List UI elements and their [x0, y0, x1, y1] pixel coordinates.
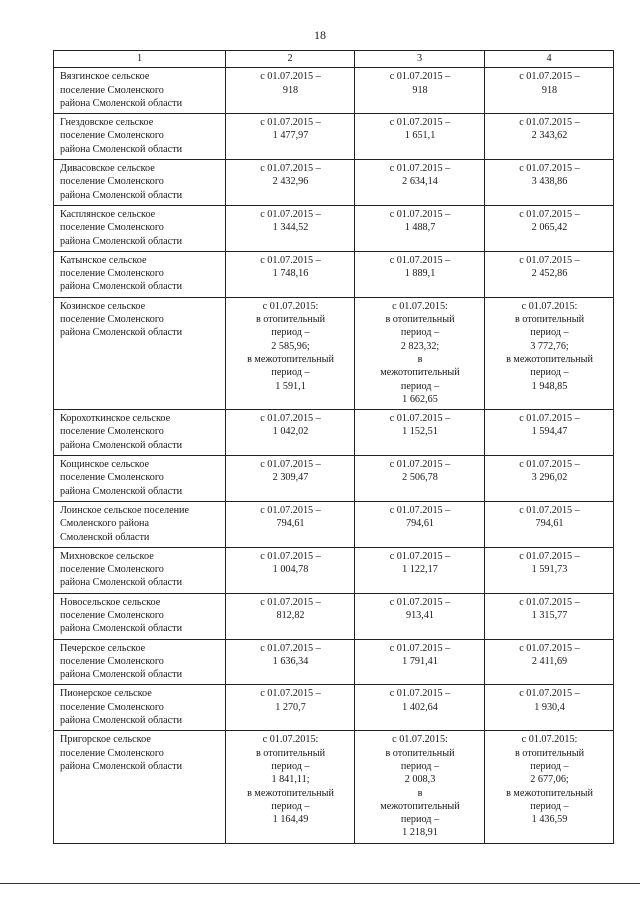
tariff-cell-col2	[226, 410, 355, 456]
cell-line: 2 452,86	[531, 268, 568, 280]
tariff-cell-col4	[485, 731, 614, 843]
cell-line: района Смоленской области	[60, 97, 183, 109]
tariff-cell-col4	[485, 547, 614, 593]
column-header: 3	[355, 51, 485, 68]
table-row	[54, 731, 614, 843]
table-row	[54, 410, 614, 456]
cell-line: с 01.07.2015 –	[389, 163, 451, 175]
cell-line: 918	[412, 84, 428, 96]
cell-line: в	[417, 353, 423, 365]
tariff-cell-col2	[226, 639, 355, 685]
tariff-cell-col3	[355, 639, 485, 685]
tariff-cell-col4	[485, 685, 614, 731]
cell-line: поселение Смоленского	[60, 222, 164, 234]
tariff-cell-col4	[485, 593, 614, 639]
cell-line: 1 004,78	[272, 564, 309, 576]
cell-line: 2 309,47	[272, 472, 309, 484]
settlement-name-cell	[54, 456, 226, 502]
tariff-cell-col2	[226, 68, 355, 114]
cell-line: с 01.07.2015 –	[519, 254, 580, 266]
tariff-cell-col2	[226, 731, 355, 843]
cell-line: 1 791,41	[402, 655, 438, 667]
cell-line: с 01.07.2015 –	[519, 596, 580, 608]
tariff-cell-col3	[355, 297, 485, 409]
cell-line: 1 315,77	[531, 609, 568, 621]
cell-line: района Смоленской области	[60, 669, 183, 681]
cell-line: Корохоткинское сельское	[60, 413, 171, 425]
cell-line: района Смоленской области	[60, 281, 183, 293]
cell-line: в межотопительный	[506, 353, 593, 365]
cell-line: с 01.07.2015 –	[519, 459, 580, 471]
settlement-name-cell	[54, 731, 226, 843]
column-header: 1	[54, 51, 226, 68]
cell-line: с 01.07.2015 –	[260, 254, 321, 266]
cell-line: Смоленского района	[60, 518, 150, 530]
cell-line: Смоленской области	[60, 531, 150, 543]
cell-line: с 01.07.2015 –	[519, 71, 580, 83]
cell-line: 3 772,76;	[530, 340, 569, 352]
cell-line: в межотопительный	[506, 787, 593, 799]
cell-line: период –	[271, 800, 310, 812]
settlement-name-cell	[54, 297, 226, 409]
cell-line: с 01.07.2015 –	[260, 688, 321, 700]
table-row	[54, 593, 614, 639]
cell-line: 1 594,47	[531, 426, 568, 438]
cell-line: с 01.07.2015 –	[389, 642, 451, 654]
cell-line: 1 122,17	[402, 564, 438, 576]
cell-line: в отопительный	[255, 747, 326, 759]
cell-line: в отопительный	[514, 747, 585, 759]
cell-line: 1 651,1	[404, 130, 436, 142]
cell-line: 2 823,32;	[400, 340, 440, 352]
cell-line: 1 477,97	[272, 130, 309, 142]
tariff-cell-col2	[226, 456, 355, 502]
tariff-cell-col4	[485, 639, 614, 685]
tariff-cell-col3	[355, 547, 485, 593]
table-row	[54, 639, 614, 685]
cell-line: с 01.07.2015 –	[389, 688, 451, 700]
tariff-cell-col2	[226, 547, 355, 593]
cell-line: с 01.07.2015 –	[260, 642, 321, 654]
cell-line: поселение Смоленского	[60, 472, 164, 484]
cell-line: в отопительный	[255, 314, 326, 326]
cell-line: с 01.07.2015 –	[389, 71, 451, 83]
cell-line: с 01.07.2015 –	[260, 459, 321, 471]
tariff-cell-col3	[355, 205, 485, 251]
cell-line: в отопительный	[385, 747, 455, 759]
tariff-cell-col4	[485, 456, 614, 502]
cell-line: 1 344,52	[272, 222, 309, 234]
tariff-cell-col4	[485, 68, 614, 114]
tariff-cell-col3	[355, 160, 485, 206]
table-row	[54, 547, 614, 593]
settlement-name-cell	[54, 205, 226, 251]
cell-line: с 01.07.2015 –	[519, 413, 580, 425]
tariff-cell-col3	[355, 685, 485, 731]
column-header: 2	[226, 51, 355, 68]
cell-line: 1 662,65	[402, 393, 438, 405]
settlement-name-cell	[54, 547, 226, 593]
tariff-cell-col3	[355, 114, 485, 160]
cell-line: с 01.07.2015 –	[519, 688, 580, 700]
settlement-name-cell	[54, 410, 226, 456]
cell-line: района Смоленской области	[60, 235, 183, 247]
cell-line: Новосельское сельское	[60, 596, 161, 608]
cell-line: 1 948,85	[531, 380, 568, 392]
cell-line: района Смоленской области	[60, 715, 183, 727]
tariff-cell-col2	[226, 205, 355, 251]
cell-line: период –	[530, 760, 569, 772]
cell-line: Вязгинское сельское	[60, 71, 150, 83]
tariff-cell-col2	[226, 501, 355, 547]
header-row	[54, 51, 614, 68]
cell-line: с 01.07.2015 –	[260, 413, 321, 425]
cell-line: 1 591,1	[275, 380, 306, 392]
cell-line: района Смоленской области	[60, 189, 183, 201]
cell-line: 1 402,64	[402, 701, 438, 713]
settlement-name-cell	[54, 160, 226, 206]
cell-line: с 01.07.2015 –	[519, 117, 580, 129]
tariff-cell-col3	[355, 731, 485, 843]
cell-line: в межотопительный	[247, 787, 334, 799]
cell-line: межотопительный	[380, 367, 460, 379]
table-row	[54, 297, 614, 409]
cell-line: района Смоленской области	[60, 327, 183, 339]
cell-line: период –	[530, 367, 569, 379]
tariff-cell-col2	[226, 685, 355, 731]
cell-line: с 01.07.2015 –	[389, 459, 451, 471]
settlement-name-cell	[54, 593, 226, 639]
cell-line: поселение Смоленского	[60, 426, 164, 438]
cell-line: с 01.07.2015 –	[260, 71, 321, 83]
cell-line: Касплянское сельское	[60, 208, 156, 220]
tariff-cell-col3	[355, 410, 485, 456]
table-row	[54, 251, 614, 297]
cell-line: 2 432,96	[272, 176, 309, 188]
cell-line: 1 436,59	[531, 814, 568, 826]
cell-line: с 01.07.2015 –	[519, 208, 580, 220]
cell-line: 913,41	[405, 609, 434, 621]
tariff-cell-col4	[485, 114, 614, 160]
cell-line: в	[417, 787, 423, 799]
table-row	[54, 114, 614, 160]
cell-line: с 01.07.2015 –	[260, 163, 321, 175]
cell-line: период –	[530, 327, 569, 339]
cell-line: 918	[541, 84, 558, 96]
cell-line: с 01.07.2015 –	[389, 413, 451, 425]
cell-line: Пионерское сельское	[60, 688, 152, 700]
cell-line: Пригорское сельское	[60, 734, 151, 746]
cell-line: с 01.07.2015 –	[389, 117, 451, 129]
cell-line: с 01.07.2015 –	[260, 596, 321, 608]
table-row	[54, 456, 614, 502]
tariff-cell-col4	[485, 251, 614, 297]
cell-line: района Смоленской области	[60, 577, 183, 589]
cell-line: 1 841,11;	[271, 774, 310, 786]
cell-line: поселение Смоленского	[60, 564, 164, 576]
table-row	[54, 205, 614, 251]
cell-line: 2 506,78	[402, 472, 438, 484]
settlement-name-cell	[54, 251, 226, 297]
tariff-cell-col3	[355, 68, 485, 114]
cell-line: Лоинское сельское поселение	[60, 504, 190, 516]
tariff-cell-col3	[355, 501, 485, 547]
cell-line: 2 585,96;	[271, 340, 310, 352]
cell-line: поселение Смоленского	[60, 268, 164, 280]
cell-line: межотопительный	[380, 800, 460, 812]
tariff-cell-col2	[226, 297, 355, 409]
cell-line: Михновское сельское	[60, 550, 154, 562]
cell-line: с 01.07.2015 –	[260, 504, 321, 516]
settlement-name-cell	[54, 501, 226, 547]
tariff-cell-col2	[226, 593, 355, 639]
table-body	[54, 68, 614, 843]
cell-line: поселение Смоленского	[60, 130, 164, 142]
cell-line: 2 634,14	[402, 176, 438, 188]
cell-line: с 01.07.2015 –	[519, 550, 580, 562]
cell-line: с 01.07.2015:	[262, 734, 319, 746]
cell-line: с 01.07.2015 –	[389, 550, 451, 562]
cell-line: с 01.07.2015:	[392, 734, 448, 746]
cell-line: с 01.07.2015 –	[389, 254, 451, 266]
cell-line: в отопительный	[385, 314, 455, 326]
table-row	[54, 685, 614, 731]
bottom-rule	[0, 883, 640, 884]
cell-line: период –	[400, 814, 440, 826]
tariff-cell-col3	[355, 456, 485, 502]
cell-line: с 01.07.2015 –	[389, 208, 451, 220]
cell-line: с 01.07.2015 –	[519, 642, 580, 654]
cell-line: в отопительный	[514, 314, 585, 326]
cell-line: поселение Смоленского	[60, 655, 164, 667]
cell-line: 2 677,06;	[530, 774, 569, 786]
cell-line: Козинское сельское	[60, 300, 146, 312]
tariff-cell-col2	[226, 251, 355, 297]
table-row	[54, 160, 614, 206]
cell-line: района Смоленской области	[60, 143, 183, 155]
cell-line: 918	[282, 84, 299, 96]
cell-line: Печерское сельское	[60, 642, 146, 654]
cell-line: поселение Смоленского	[60, 176, 164, 188]
cell-line: Кощинское сельское	[60, 459, 149, 471]
cell-line: с 01.07.2015:	[262, 300, 319, 312]
cell-line: с 01.07.2015:	[521, 734, 578, 746]
cell-line: период –	[400, 327, 440, 339]
cell-line: с 01.07.2015:	[521, 300, 578, 312]
cell-line: 1 930,4	[534, 701, 565, 713]
cell-line: с 01.07.2015 –	[519, 504, 580, 516]
cell-line: 3 438,86	[531, 176, 568, 188]
cell-line: 3 296,02	[531, 472, 568, 484]
settlement-name-cell	[54, 639, 226, 685]
cell-line: района Смоленской области	[60, 623, 183, 635]
cell-line: 1 591,73	[531, 564, 568, 576]
cell-line: Катынское сельское	[60, 254, 147, 266]
cell-line: с 01.07.2015:	[392, 300, 448, 312]
tariff-cell-col4	[485, 410, 614, 456]
cell-line: период –	[271, 367, 310, 379]
tariff-cell-col2	[226, 160, 355, 206]
cell-line: 1 164,49	[272, 814, 309, 826]
settlement-name-cell	[54, 68, 226, 114]
settlement-name-cell	[54, 114, 226, 160]
cell-line: 2 343,62	[531, 130, 568, 142]
cell-line: период –	[530, 800, 569, 812]
cell-line: района Смоленской области	[60, 485, 183, 497]
cell-line: 1 270,7	[275, 701, 306, 713]
cell-line: 1 636,34	[272, 655, 309, 667]
cell-line: 1 748,16	[272, 268, 309, 280]
cell-line: с 01.07.2015 –	[389, 596, 451, 608]
table-row	[54, 501, 614, 547]
cell-line: 794,61	[276, 518, 305, 530]
cell-line: 1 042,02	[272, 426, 309, 438]
tariff-cell-col2	[226, 114, 355, 160]
cell-line: поселение Смоленского	[60, 314, 164, 326]
cell-line: района Смоленской области	[60, 439, 183, 451]
tariff-cell-col3	[355, 593, 485, 639]
cell-line: поселение Смоленского	[60, 84, 164, 96]
cell-line: с 01.07.2015 –	[260, 208, 321, 220]
cell-line: 812,82	[276, 609, 305, 621]
tariff-cell-col3	[355, 251, 485, 297]
tariff-cell-col4	[485, 205, 614, 251]
tariff-table	[53, 50, 614, 844]
tariff-cell-col4	[485, 297, 614, 409]
cell-line: период –	[271, 327, 310, 339]
cell-line: в межотопительный	[247, 353, 334, 365]
cell-line: 794,61	[405, 518, 434, 530]
cell-line: района Смоленской области	[60, 760, 183, 772]
cell-line: Дивасовское сельское	[60, 163, 155, 175]
cell-line: 1 218,91	[402, 827, 438, 839]
cell-line: 2 008,3	[404, 774, 436, 786]
cell-line: с 01.07.2015 –	[519, 163, 580, 175]
cell-line: 1 889,1	[404, 268, 436, 280]
page-number: 18	[314, 28, 326, 42]
cell-line: с 01.07.2015 –	[260, 117, 321, 129]
cell-line: 1 152,51	[402, 426, 438, 438]
cell-line: период –	[271, 760, 310, 772]
cell-line: поселение Смоленского	[60, 747, 164, 759]
cell-line: период –	[400, 760, 440, 772]
cell-line: период –	[400, 380, 440, 392]
cell-line: поселение Смоленского	[60, 609, 164, 621]
tariff-cell-col4	[485, 160, 614, 206]
settlement-name-cell	[54, 685, 226, 731]
column-header: 4	[485, 51, 614, 68]
cell-line: поселение Смоленского	[60, 701, 164, 713]
cell-line: 2 065,42	[531, 222, 568, 234]
cell-line: 794,61	[535, 518, 564, 530]
cell-line: с 01.07.2015 –	[389, 504, 451, 516]
cell-line: 2 411,69	[531, 655, 568, 667]
cell-line: Гнездовское сельское	[60, 117, 154, 129]
tariff-cell-col4	[485, 501, 614, 547]
table-row	[54, 68, 614, 114]
cell-line: 1 488,7	[404, 222, 436, 234]
cell-line: с 01.07.2015 –	[260, 550, 321, 562]
